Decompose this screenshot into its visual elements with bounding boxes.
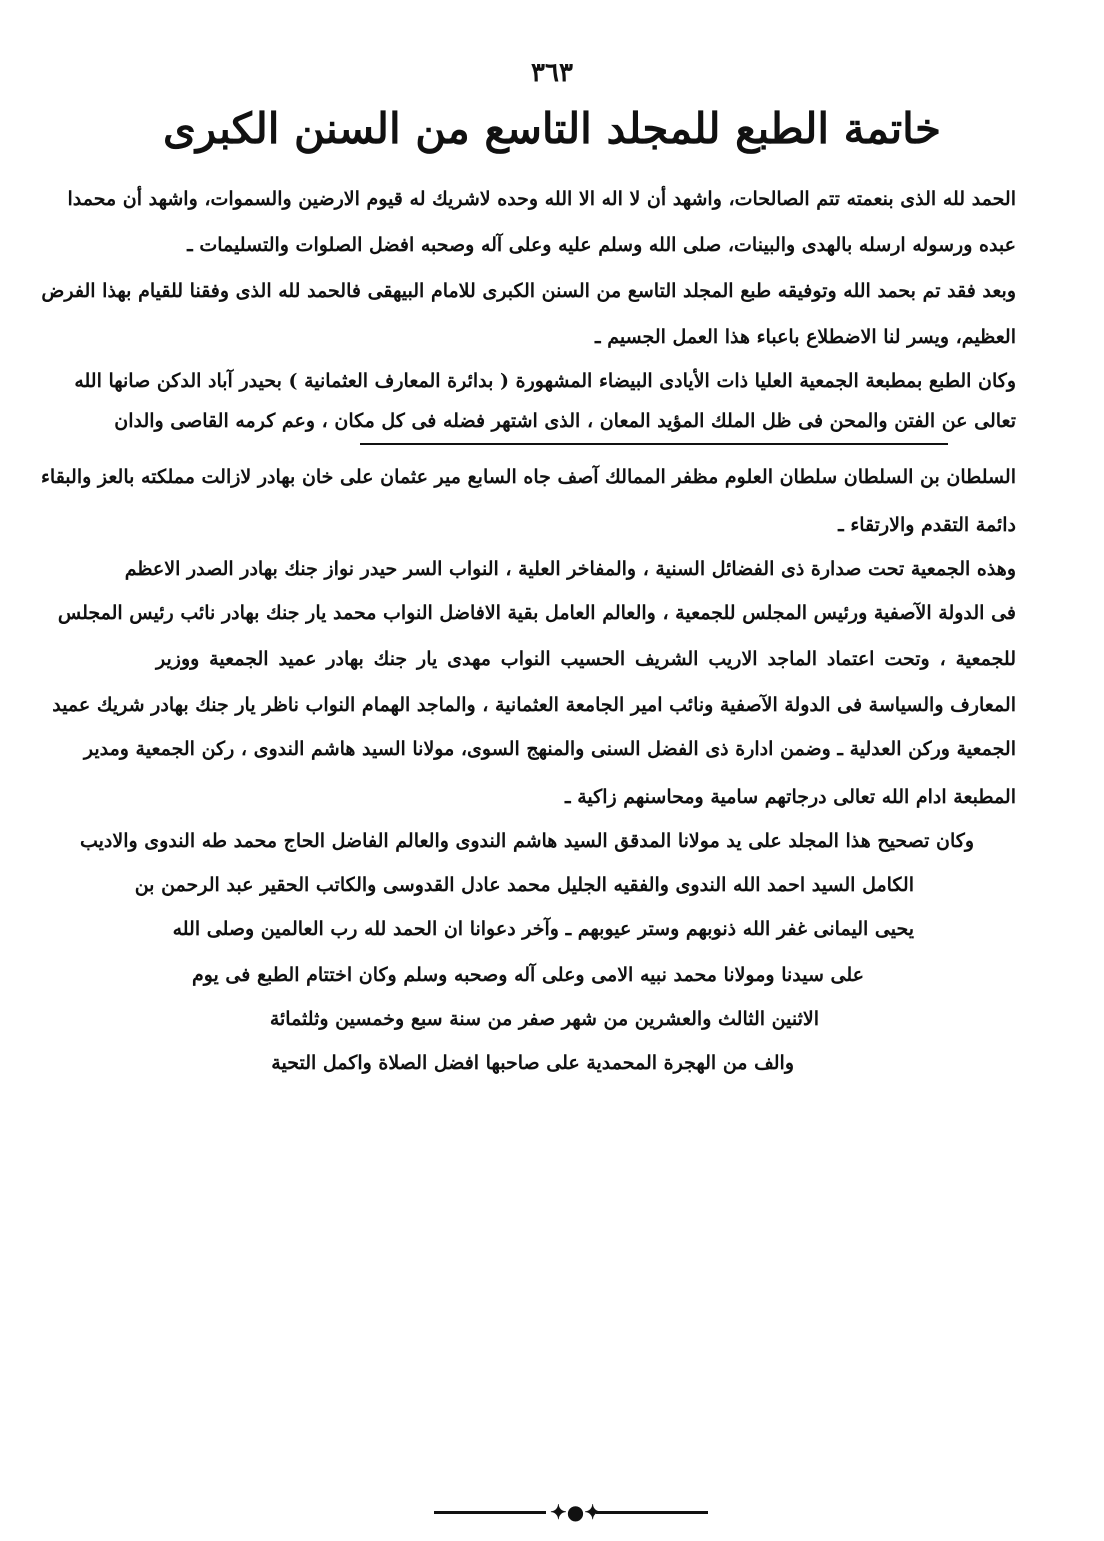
text-line: الحمد لله الذى بنعمته تتم الصالحات، واشهد أن لا اله الا الله وحده لاشريك له قيوم الارضين والسموات، واشهد أن محمدا [67, 188, 1016, 210]
text-line: عبده ورسوله ارسله بالهدى والبينات، صلى الله وسلم عليه وعلى آله وصحبه افضل الصلوات والتسليمات ـ [187, 234, 1016, 256]
text-line: تعالى عن الفتن والمحن فى ظل الملك المؤيد المعان ، الذى اشتهر فضله فى كل مكان ، وعم كرمه القاصى والدان [114, 410, 1016, 432]
text-line: دائمة التقدم والارتقاء ـ [838, 514, 1016, 536]
text-line: الجمعية وركن العدلية ـ وضمن ادارة ذى الفضل السنى والمنهج السوى، مولانا السيد هاشم الندوى ، ركن الجمعية ومدير [83, 738, 1016, 760]
text-line: السلطان بن السلطان سلطان العلوم مظفر الممالك آصف جاه السابع مير عثمان على خان بهادر لازالت مملكته بالعز والبقاء [40, 466, 1016, 488]
page-number: ٣٦٣ [531, 58, 573, 88]
text-line: على سيدنا ومولانا محمد نبيه الامى وعلى آله وصحبه وسلم وكان اختتام الطبع فى يوم [191, 964, 864, 986]
text-line: فى الدولة الآصفية ورئيس المجلس للجمعية ، والعالم العامل بقية الافاضل النواب محمد يار جنك بهادر نائب رئيس المجلس [57, 602, 1016, 624]
closing-ornament [434, 1500, 708, 1524]
ornament-flourish-icon: ✦●✦ [550, 1500, 601, 1524]
text-line: يحيى اليمانى غفر الله ذنوبهم وستر عيوبهم ـ وآخر دعوانا ان الحمد لله رب العالمين وصلى الله [172, 918, 914, 940]
page-title: خاتمة الطبع للمجلد التاسع من السنن الكبرى [163, 104, 941, 153]
text-line: وبعد فقد تم بحمد الله وتوفيقه طبع المجلد التاسع من السنن الكبرى للامام البيهقى فالحمد لله الذى وفقنا للقيام بهذا الفرض [41, 280, 1016, 302]
text-line: والف من الهجرة المحمدية على صاحبها افضل الصلاة واكمل التحية [271, 1052, 794, 1074]
text-line: العظيم، ويسر لنا الاضطلاع باعباء هذا العمل الجسيم ـ [595, 326, 1016, 348]
ornament-line-right [596, 1511, 708, 1514]
text-line: المعارف والسياسة فى الدولة الآصفية ونائب امير الجامعة العثمانية ، والماجد الهمام النواب ناظر يار جنك بهادر شريك عميد [52, 694, 1016, 716]
text-line: للجمعية ، وتحت اعتماد الماجد الاريب الشريف الحسيب النواب مهدى يار جنك بهادر عميد الجمعية ووزير [156, 648, 1016, 670]
text-line: الكامل السيد احمد الله الندوى والفقيه الجليل محمد عادل القدوسى والكاتب الحقير عبد الرحمن بن [134, 874, 914, 896]
text-line: المطبعة ادام الله تعالى درجاتهم سامية ومحاسنهم زاكية ـ [565, 786, 1016, 808]
horizontal-rule [360, 443, 948, 445]
text-line: الاثنين الثالث والعشرين من شهر صفر من سنة سبع وخمسين وثلثمائة [269, 1008, 819, 1030]
text-line: وهذه الجمعية تحت صدارة ذى الفضائل السنية ، والمفاخر العلية ، النواب السر حيدر نواز جنك بهادر الصدر الاعظم [124, 558, 1016, 580]
ornament-line-left [434, 1511, 546, 1514]
text-line: وكان الطبع بمطبعة الجمعية العليا ذات الأيادى البيضاء المشهورة ( بدائرة المعارف العثمانية ) بحيدر آباد الدكن صانها الله [74, 370, 1016, 392]
text-line: وكان تصحيح هذا المجلد على يد مولانا المدقق السيد هاشم الندوى والعالم الفاضل الحاج محمد طه الندوى والاديب [79, 830, 974, 852]
